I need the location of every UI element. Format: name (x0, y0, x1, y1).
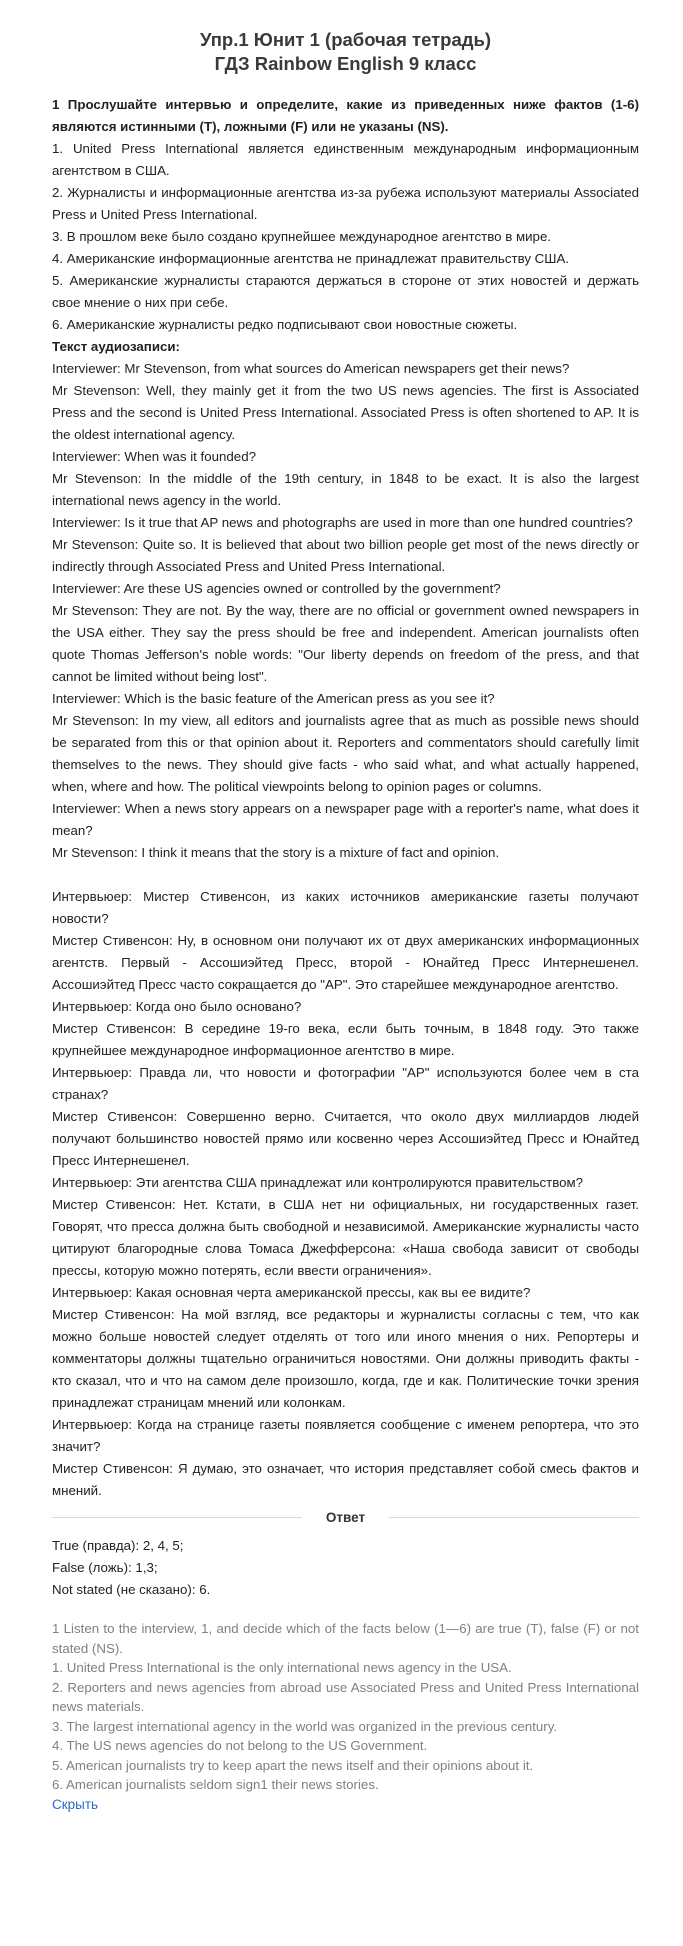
translation-line: 4. The US news agencies do not belong to the US Government. (52, 1738, 428, 1753)
fact-item-5: 5. Американские журналисты стараются держаться в стороне от этих новостей и держать свое мнение о них при себе. (52, 273, 639, 310)
transcript-line: Мистер Стивенсон: Нет. Кстати, в США нет ни официальных, ни государственных газет. Говорят, что пресса должна быть свободной и независимой. Американские журналисты часто цитируют благородные слова Томаса Джефферсона: «Наша свобода зависит от свободы прессы, которую можно потерять, если ввести ограничения». (52, 1197, 639, 1278)
answer-false: False (ложь): 1,3; (52, 1560, 158, 1575)
page-title-line2: ГДЗ Rainbow English 9 класс (214, 53, 477, 74)
transcript-line: Interviewer: When was it founded? (52, 449, 256, 464)
transcript-line: Мистер Стивенсон: В середине 19-го века, если быть точным, в 1848 году. Это также крупнейшее международное информационное агентство в мире. (52, 1021, 639, 1058)
transcript-line: Mr Stevenson: In my view, all editors and journalists agree that as much as possible news should be separated from this or that opinion about it. Reporters and commentators should carefully limit themselves to the news. They should give facts - who said what, and what actually happened, when, where and how. The political viewpoints belong to opinion pages or columns. (52, 713, 639, 794)
transcript-russian (52, 886, 639, 1502)
translation-line: 2. Reporters and news agencies from abroad use Associated Press and United Press International news materials. (52, 1679, 639, 1714)
answer-section (52, 1535, 639, 1601)
translation-line: 6. American journalists seldom sign1 their news stories. (52, 1777, 379, 1792)
translation-section (52, 1619, 639, 1815)
hide-link[interactable]: Скрыть (52, 1796, 99, 1812)
task-section (52, 94, 639, 358)
fact-item-2: 2. Журналисты и информационные агентства из-за рубежа используют материалы Associated Press и United Press International. (52, 185, 639, 222)
transcript-line: Mr Stevenson: Well, they mainly get it from the two US news agencies. The first is Associated Press and the second is United Press International. Associated Press is often shortened to AP. It is the oldest international agency. (52, 383, 639, 442)
answer-divider (52, 1510, 639, 1525)
transcript-line: Mr Stevenson: Quite so. It is believed that about two billion people get most of the news directly or indirectly through Associated Press and United Press International. (52, 537, 639, 574)
transcript-line: Mr Stevenson: They are not. By the way, there are no official or government owned newspapers in the USA either. They say the press should be free and independent. American journalists often quote Thomas Jefferson's noble words: "Our liberty depends on freedom of the press, and that cannot be limited without being lost". (52, 603, 639, 684)
fact-item-4: 4. Американские информационные агентства не принадлежат правительству США. (52, 251, 570, 266)
transcript-line: Интервьюер: Правда ли, что новости и фотографии "AP" используются более чем в ста странах? (52, 1065, 639, 1102)
transcript-line: Мистер Стивенсон: Совершенно верно. Считается, что около двух миллиардов людей получают большинство новостей прямо или косвенно через Ассошиэйтед Пресс и Юнайтед Пресс Интернешенел. (52, 1109, 639, 1168)
page-title-line1: Упр.1 Юнит 1 (рабочая тетрадь) (199, 29, 492, 50)
divider-line-right (389, 1517, 639, 1518)
translation-line: 1 Listen to the interview, 1, and decide which of the facts below (1—6) are true (T), false (F) or not stated (NS). (52, 1621, 639, 1656)
transcript-line: Интервьюер: Мистер Стивенсон, из каких источников американские газеты получают новости? (52, 889, 639, 926)
transcript-line: Интервьюер: Какая основная черта американской прессы, как вы ее видите? (52, 1285, 531, 1300)
transcript-line: Интервьюер: Когда оно было основано? (52, 999, 302, 1014)
answer-true: True (правда): 2, 4, 5; (52, 1538, 184, 1553)
transcript-line: Interviewer: When a news story appears on a newspaper page with a reporter's name, what does it mean? (52, 801, 639, 838)
transcript-english (52, 358, 639, 864)
translation-line: 3. The largest international agency in the world was organized in the previous century. (52, 1718, 558, 1734)
spacer (52, 864, 639, 886)
answer-heading: Ответ (325, 1510, 366, 1525)
fact-item-3: 3. В прошлом веке было создано крупнейшее международное агентство в мире. (52, 229, 552, 244)
transcript-line: Mr Stevenson: I think it means that the story is a mixture of fact and opinion. (52, 845, 500, 860)
task-instruction: 1 Прослушайте интервью и определите, какие из приведенных ниже фактов (1-6) являются истинными (T), ложными (F) или не указаны (NS). (52, 97, 639, 134)
page-title (52, 28, 639, 76)
transcript-line: Interviewer: Which is the basic feature of the American press as you see it? (52, 691, 495, 706)
transcript-line: Interviewer: Are these US agencies owned or controlled by the government? (52, 581, 501, 596)
fact-item-1: 1. United Press International является единственным международным информационным агентством в США. (52, 141, 639, 178)
transcript-line: Мистер Стивенсон: Ну, в основном они получают их от двух американских информационных агентств. Первый - Ассошиэйтед Пресс, второй - Юнайтед Пресс Интернешенел. Ассошиэйтед Пресс часто сокращается до "AP". Это старейшее международное агентство. (52, 933, 639, 992)
transcript-line: Интервьюер: Когда на странице газеты появляется сообщение с именем репортера, что это значит? (52, 1417, 639, 1454)
translation-line: 1. United Press International is the only international news agency in the USA. (52, 1660, 512, 1675)
transcript-line: Interviewer: Is it true that AP news and photographs are used in more than one hundred countries? (52, 515, 633, 530)
audio-heading: Текст аудиозаписи: (52, 339, 180, 354)
fact-item-6: 6. Американские журналисты редко подписывают свои новостные сюжеты. (52, 317, 518, 332)
translation-line: 5. American journalists try to keep apart the news itself and their opinions about it. (52, 1757, 534, 1773)
transcript-line: Мистер Стивенсон: Я думаю, это означает, что история представляет собой смесь фактов и мнений. (52, 1461, 639, 1498)
divider-line-left (52, 1517, 302, 1518)
answer-not-stated: Not stated (не сказано): 6. (52, 1582, 211, 1597)
transcript-line: Мистер Стивенсон: На мой взгляд, все редакторы и журналисты согласны с тем, что как можно больше новостей следует отделять от того или иного мнения о них. Репортеры и комментаторы должны тщательно ограничиться новостями. Они должны приводить факты - кто сказал, что и что на самом деле произошло, когда, где и как. Политические точки зрения принадлежат страницам мнений или колонкам. (52, 1307, 639, 1410)
transcript-line: Интервьюер: Эти агентства США принадлежат или контролируются правительством? (52, 1175, 584, 1190)
transcript-line: Mr Stevenson: In the middle of the 19th century, in 1848 to be exact. It is also the largest international news agency in the world. (52, 471, 639, 508)
transcript-line: Interviewer: Mr Stevenson, from what sources do American newspapers get their news? (52, 361, 570, 376)
